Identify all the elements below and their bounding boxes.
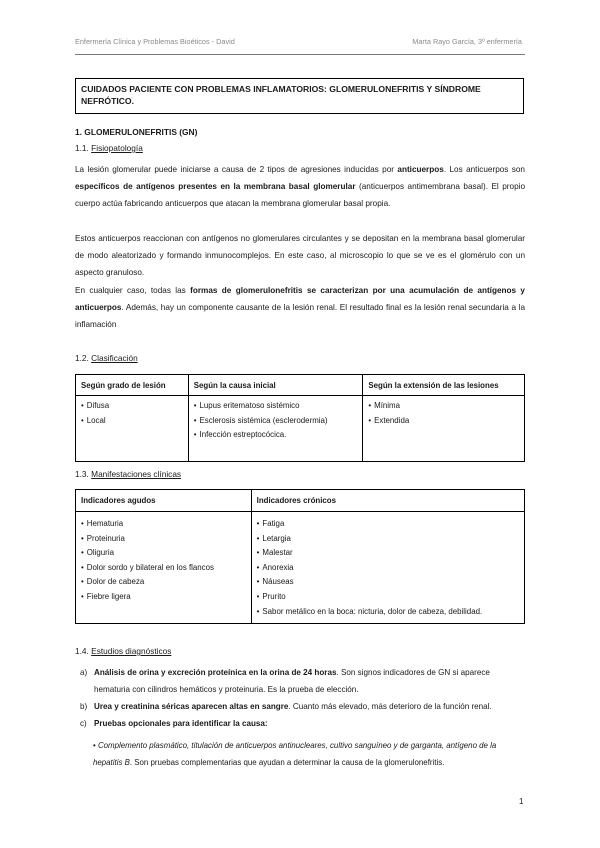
classification-table bbox=[75, 374, 525, 462]
section-heading-glomerulonefritis: 1. GLOMERULONEFRITIS (GN) bbox=[75, 127, 198, 137]
list-item: • Lupus eritematoso sistémico bbox=[194, 399, 358, 414]
table-header: Según grado de lesión bbox=[76, 375, 189, 396]
subsection-label: Clasificación bbox=[91, 353, 138, 363]
subsection-label: Fisiopatología bbox=[91, 143, 143, 153]
header-course: Enfermería Clínica y Problemas Bioéticos - David bbox=[75, 37, 235, 46]
list-item: • Letargia bbox=[257, 532, 519, 547]
subsection-label: Manifestaciones clínicas bbox=[91, 469, 182, 479]
list-item: • Malestar bbox=[257, 546, 519, 561]
table-header: Según la extensión de las lesiones bbox=[363, 375, 525, 396]
list-marker: a) bbox=[80, 668, 88, 677]
page-number: 1 bbox=[519, 797, 524, 806]
subsection-heading-fisiopatologia bbox=[75, 143, 143, 153]
list-item: • Hematuria bbox=[81, 517, 246, 532]
list-item: • Dolor de cabeza bbox=[81, 575, 246, 590]
list-item: • Prurito bbox=[257, 590, 519, 605]
subsection-number: 1.3. bbox=[75, 469, 89, 479]
subsection-number: 1.1. bbox=[75, 143, 89, 153]
header-author: Marta Rayo García, 3º enfermería bbox=[412, 37, 522, 46]
document-title: CUIDADOS PACIENTE CON PROBLEMAS INFLAMATORIOS: GLOMERULONEFRITIS Y SÍNDROME NEFRÓTICO. bbox=[75, 78, 524, 114]
table-header: Indicadores crónicos bbox=[251, 490, 524, 512]
table-cell bbox=[76, 396, 189, 462]
diagnostic-item-c: c) Pruebas opcionales para identificar la causa: bbox=[75, 715, 525, 732]
list-marker: b) bbox=[80, 702, 88, 711]
list-marker: c) bbox=[80, 719, 87, 728]
diagnostic-item-b: b) Urea y creatinina séricas aparecen altas en sangre. Cuanto más elevado, más deterioro de la función renal. bbox=[75, 698, 525, 715]
table-header: Indicadores agudos bbox=[76, 490, 252, 512]
clinical-manifestations-table bbox=[75, 489, 525, 624]
list-item: • Infección estreptocócica. bbox=[194, 428, 358, 443]
subsection-number: 1.2. bbox=[75, 353, 89, 363]
list-item: • Mínima bbox=[368, 399, 519, 414]
table-cell bbox=[251, 512, 524, 624]
paragraph-inmunocomplejos: Estos anticuerpos reaccionan con antígenos no glomerulares circulantes y se depositan en la membrana basal glomerular de modo aleatorizado y formando inmunocomplejos. En este caso, al microscopio lo que se ve es el glomérulo con un aspecto granuloso. bbox=[75, 234, 525, 277]
subsection-heading-manifestaciones bbox=[75, 469, 181, 479]
table-cell bbox=[188, 396, 363, 462]
subsection-heading-estudios bbox=[75, 646, 171, 656]
list-item: • Extendida bbox=[368, 414, 519, 429]
list-item: • Esclerosis sistémica (esclerodermia) bbox=[194, 414, 358, 429]
list-item: • Náuseas bbox=[257, 575, 519, 590]
list-item: • Anorexia bbox=[257, 561, 519, 576]
subsection-number: 1.4. bbox=[75, 646, 89, 656]
diagnostic-item-a: a) Análisis de orina y excreción proteínica en la orina de 24 horas. Son signos indicadores de GN si aparece hematuria con cilindros hemáticos y proteinuria. Es la prueba de elección. bbox=[75, 664, 525, 698]
paragraph-anticuerpos: La lesión glomerular puede iniciarse a causa de 2 tipos de agresiones inducidas por anticuerpos. Los anticuerpos son específicos de antígenos presentes en la membrana basal glomerular (anticuerpos antimembrana basal). El propio cuerpo actúa fabricando anticuerpos que atacan la membrana glomerular basal propia. bbox=[75, 165, 525, 208]
list-item: • Local bbox=[81, 414, 183, 429]
list-item: • Sabor metálico en la boca: nicturia, dolor de cabeza, debilidad. bbox=[257, 605, 519, 620]
header-divider bbox=[75, 54, 525, 55]
diagnostic-note: • Complemento plasmático, titulación de anticuerpos antinucleares, cultivo sanguíneo y de garganta, antígeno de la hepatitis B. Son pruebas complementarias que ayudan a determinar la causa de la glomerulonefritis. bbox=[93, 741, 497, 767]
list-item: • Proteinuria bbox=[81, 532, 246, 547]
list-item: • Difusa bbox=[81, 399, 183, 414]
table-header: Según la causa inicial bbox=[188, 375, 363, 396]
list-item: • Oliguria bbox=[81, 546, 246, 561]
list-item: • Dolor sordo y bilateral en los flancos bbox=[81, 561, 246, 576]
list-item: • Fiebre ligera bbox=[81, 590, 246, 605]
subsection-heading-clasificacion bbox=[75, 353, 138, 363]
table-cell bbox=[363, 396, 525, 462]
paragraph-acumulacion: En cualquier caso, todas las formas de glomerulonefritis se caracterizan por una acumulación de antígenos y anticuerpos. Además, hay un componente causante de la lesión renal. El resultado final es la lesión renal secundaria a la inflamación bbox=[75, 286, 525, 329]
subsection-label: Estudios diagnósticos bbox=[91, 646, 172, 656]
table-cell bbox=[76, 512, 252, 624]
list-item: • Fatiga bbox=[257, 517, 519, 532]
